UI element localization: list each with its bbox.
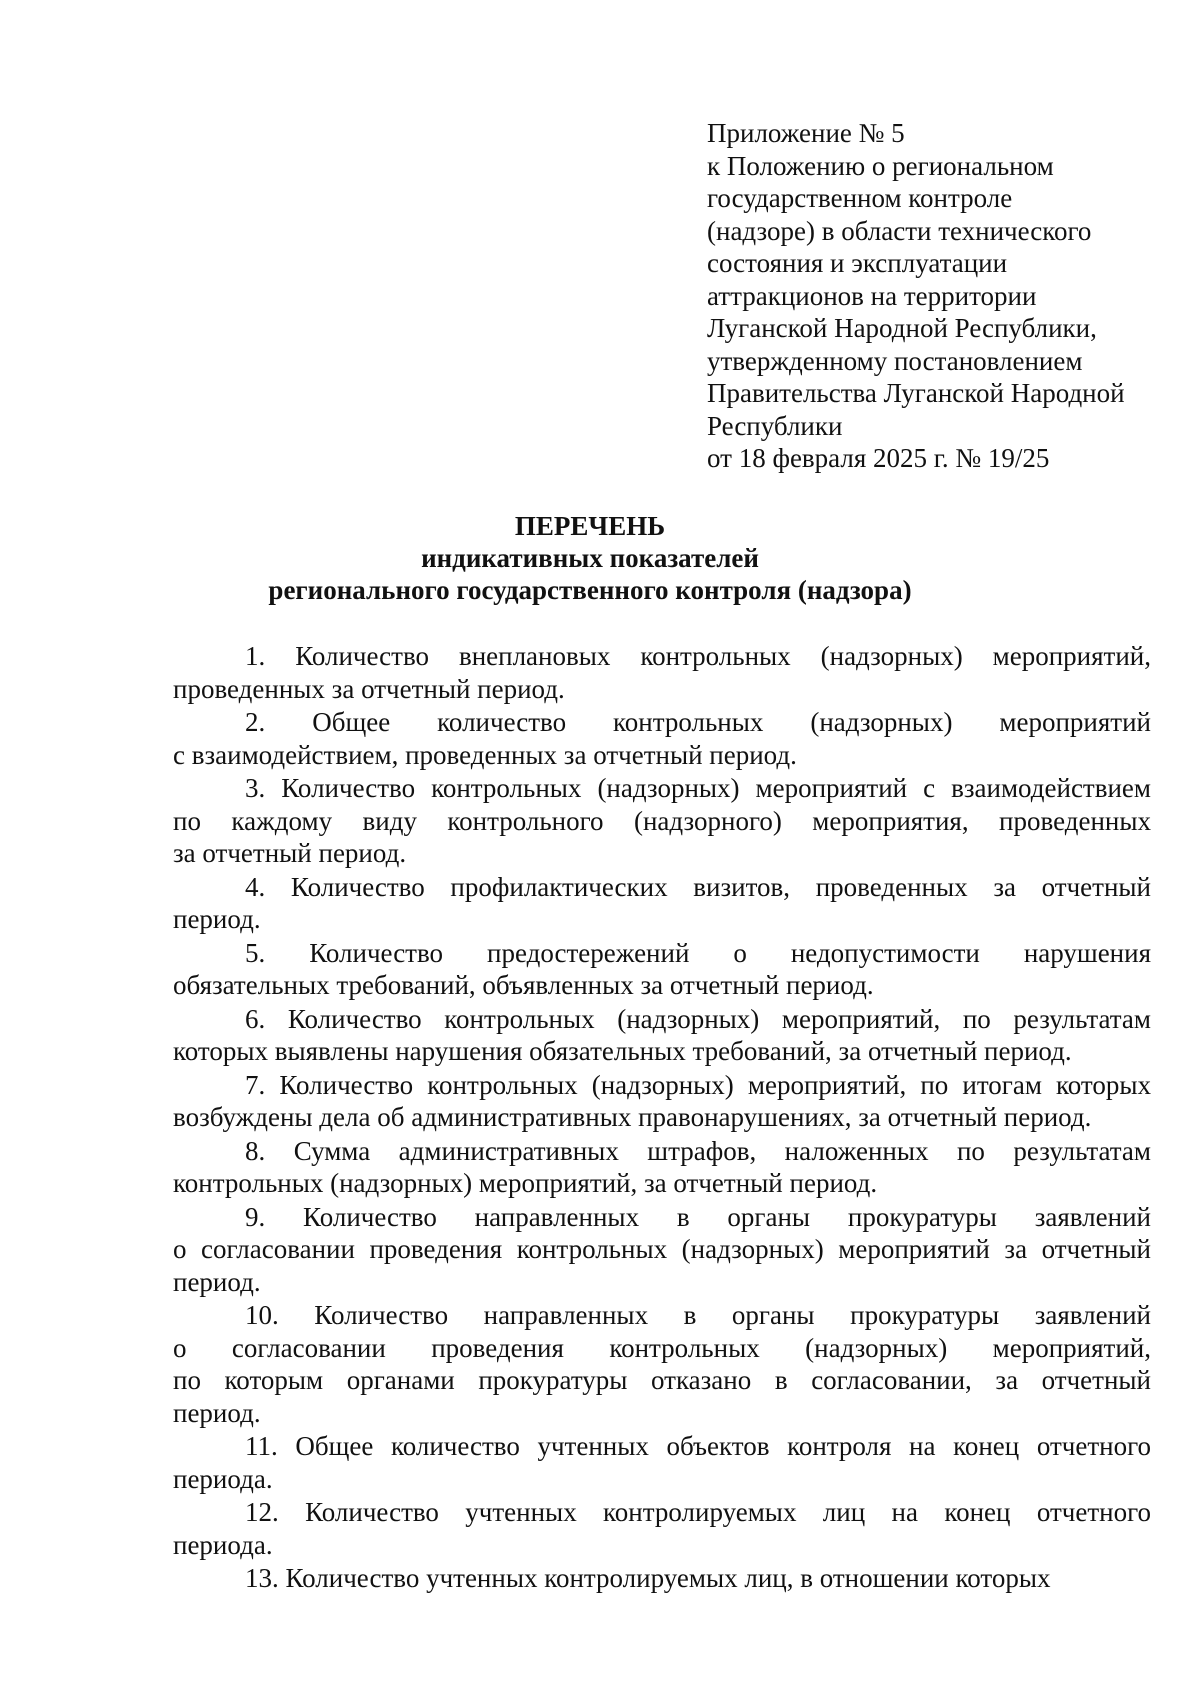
list-item-line: 3. Количество контрольных (надзорных) мероприятий с взаимодействием — [245, 773, 1151, 803]
list-item-line: период. — [173, 1397, 261, 1428]
document-title — [160, 510, 1020, 606]
list-item-line: которых выявлены нарушения обязательных требований, за отчетный период. — [173, 1036, 1072, 1066]
appendix-line: Приложение № 5 — [707, 118, 905, 148]
list-item-line: проведенных за отчетный период. — [173, 673, 565, 704]
appendix-line: состояния и эксплуатации — [707, 248, 1008, 278]
appendix-line: Правительства Луганской Народной — [707, 378, 1125, 408]
list-item-line: 6. Количество контрольных (надзорных) мероприятий, по результатам — [245, 1003, 1151, 1034]
list-item-line: 1. Количество внеплановых контрольных (надзорных) мероприятий, — [245, 641, 1151, 671]
list-item-line: с взаимодействием, проведенных за отчетный период. — [173, 739, 797, 770]
title-line-1: ПЕРЕЧЕНЬ — [514, 511, 666, 541]
list-item-line: обязательных требований, объявленных за отчетный период. — [173, 970, 874, 1000]
list-item-line: по каждому виду контрольного (надзорного) мероприятия, проведенных — [173, 805, 1151, 836]
list-item-line: по которым органами прокуратуры отказано в согласовании, за отчетный — [173, 1365, 1151, 1395]
appendix-line: аттракционов на территории — [707, 280, 1037, 311]
list-item-line: за отчетный период. — [173, 838, 407, 868]
list-item-line: 9. Количество направленных в органы прокуратуры заявлений — [245, 1201, 1151, 1232]
indicator-list — [173, 640, 1151, 1596]
list-item-line: о согласовании проведения контрольных (надзорных) мероприятий, — [173, 1332, 1151, 1363]
list-item-line: период. — [173, 1266, 261, 1297]
list-item-line: о согласовании проведения контрольных (надзорных) мероприятий за отчетный — [173, 1234, 1151, 1264]
list-item-line: 10. Количество направленных в органы прокуратуры заявлений — [245, 1300, 1151, 1330]
appendix-line: (надзоре) в области технического — [707, 215, 1092, 246]
appendix-header — [707, 117, 1167, 475]
appendix-line: к Положению о региональном — [707, 150, 1054, 181]
list-item — [173, 937, 1151, 1002]
list-item — [173, 772, 1151, 870]
appendix-line: Республики — [707, 410, 843, 441]
list-item-line: контрольных (надзорных) мероприятий, за отчетный период. — [173, 1168, 878, 1198]
list-item — [173, 1496, 1151, 1561]
appendix-line: Луганской Народной Республики, — [707, 313, 1097, 343]
list-item — [173, 1135, 1151, 1200]
list-item — [173, 1003, 1151, 1068]
list-item-line: периода. — [173, 1529, 273, 1560]
list-item — [173, 1562, 1151, 1595]
appendix-line: государственном контроле — [707, 183, 1013, 213]
title-line-3: регионального государственного контроля (надзора) — [268, 575, 912, 605]
list-item-line: возбуждены дела об административных правонарушениях, за отчетный период. — [173, 1102, 1092, 1132]
list-item-line: 8. Сумма административных штрафов, наложенных по результатам — [245, 1135, 1151, 1166]
list-item-line: 4. Количество профилактических визитов, проведенных за отчетный — [245, 871, 1151, 902]
list-item-line: период. — [173, 904, 261, 934]
list-item — [173, 1299, 1151, 1429]
list-item — [173, 640, 1151, 705]
list-item-line: 5. Количество предостережений о недопустимости нарушения — [245, 937, 1151, 968]
appendix-line: от 18 февраля 2025 г. № 19/25 — [707, 443, 1050, 473]
appendix-line: утвержденному постановлением — [707, 345, 1083, 376]
list-item-line: 2. Общее количество контрольных (надзорных) мероприятий — [245, 707, 1151, 737]
list-item — [173, 706, 1151, 771]
list-item-line: 7. Количество контрольных (надзорных) мероприятий, по итогам которых — [245, 1069, 1151, 1100]
list-item-line: 11. Общее количество учтенных объектов контроля на конец отчетного — [245, 1431, 1151, 1461]
list-item-line: 13. Количество учтенных контролируемых лиц, в отношении которых — [245, 1563, 1051, 1593]
list-item — [173, 1430, 1151, 1495]
list-item — [173, 871, 1151, 936]
title-line-2: индикативных показателей — [421, 543, 759, 573]
list-item-line: 12. Количество учтенных контролируемых лиц на конец отчетного — [245, 1497, 1151, 1527]
list-item — [173, 1069, 1151, 1134]
list-item-line: периода. — [173, 1463, 273, 1494]
list-item — [173, 1201, 1151, 1299]
